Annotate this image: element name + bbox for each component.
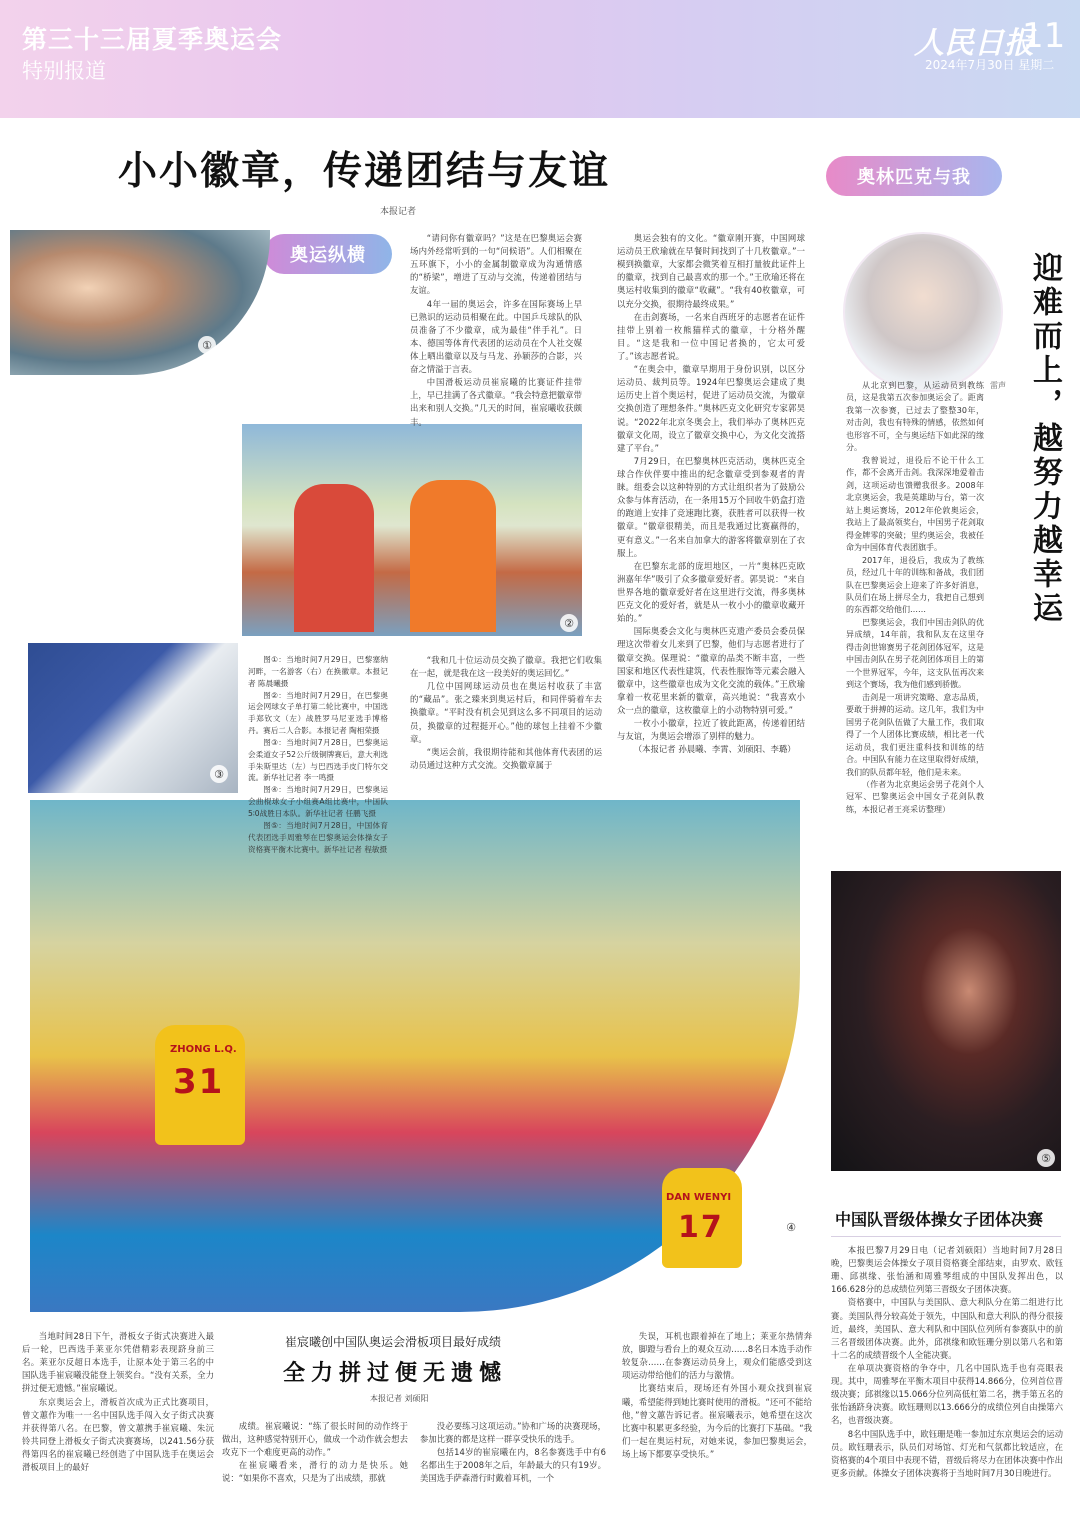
photo-number: ③: [210, 765, 228, 783]
section-subtitle: 特别报道: [22, 59, 106, 83]
paragraph: 4年一届的奥运会，许多在国际赛场上早已熟识的运动员相聚在此。中国乒乓球队的队员准备了不少徽章，成为最佳“伴手礼”。日本、德国等体育代表团的运动员在个人社交媒体上晒出徽章以及与马龙、孙颖莎的合影，兴奋之情溢于言表。: [410, 298, 582, 375]
photo-number: ④: [782, 1218, 800, 1236]
paragraph: 当地时间28日下午，滑板女子街式决赛进入最后一轮，巴西选手莱亚尔凭借精彩表现跻身前三名。莱亚尔反超日本选手，让原本处于第三名的中国队选手崔宸曦没能登上领奖台。“没有关系，全力拼过便无遗憾。”崔宸曦说。: [22, 1331, 214, 1394]
paragraph: 一枚小小徽章，拉近了彼此距离，传递着团结与友谊，为奥运会增添了别样的魅力。: [617, 718, 805, 742]
skateboard-article-lead: [22, 1330, 214, 1506]
player-figure: [410, 480, 496, 632]
photo-badge-exchange: [10, 230, 270, 375]
column-tag: 奥运纵横: [264, 234, 392, 274]
paragraph: 在巴黎东北部的庞坦地区，一片“奥林匹克欧洲嘉年华”吸引了众多徽章爱好者。郭昊说：“来自世界各地的徽章爱好者在这里进行交流，得多奥林匹克文化的爱好者，就是从一枚小小的徽章收藏开始的。”: [617, 560, 805, 624]
paragraph: 我曾说过，退役后不论干什么工作，都不会离开击剑。我深深地爱着击剑，这项运动也馈赠我很多。2008年北京奥运会，我是英雄助与台，第一次站上奥运赛场，2012年伦敦奥运会，我站上了最高领奖台，中国男子花剑取得金牌零的突破；里约奥运会，我被任命为中国体育代表团旗手。: [846, 455, 984, 553]
newspaper-logo: 人民日报: [914, 26, 1034, 61]
skateboard-column-2: [420, 1420, 606, 1506]
page-header: [0, 0, 1080, 118]
author-portrait: [843, 232, 1003, 392]
paragraph: “在奥会中，徽章早期用于身份识别，以区分运动员、裁判员等。1924年巴黎奥运会建成了奥运历史上首个奥运村，促进了运动员交流，为徽章交换创造了理想条件。”奥林匹克文化研究专家郭昊说。“2022年北京冬奥会上，我们举办了奥林匹克徽章文化周，设立了徽章交换中心，为文化交流搭建了平台。”: [617, 364, 805, 453]
side-column-text: [846, 380, 984, 858]
divider: [831, 1236, 1061, 1237]
paragraph: 在击剑赛场，一名来自西班牙的志愿者在证件挂带上别着一枚熊猫样式的徽章，十分格外醒目。“这是我和一位中国记者换的，它太可爱了。”该志愿者说。: [617, 311, 805, 361]
paragraph: 中国滑板运动员崔宸曦的比赛证件挂带上，早已挂满了各式徽章。“我会特意把徽章带出来和别人交换。”几天的时间，崔宸曦收获颇丰。: [410, 377, 582, 427]
photo-number: ⑤: [1037, 1149, 1055, 1167]
paragraph: 包括14岁的崔宸曦在内，8名参赛选手中有6名都出生于2008年之后，年龄最大的只有19岁。美国选手萨森滑行时戴着耳机，一个: [420, 1447, 606, 1484]
side-column-tag: 奥林匹克与我: [826, 156, 1002, 196]
skateboard-headline: 全力拼过便无遗憾: [283, 1360, 508, 1386]
paragraph: “请问你有徽章吗？”这是在巴黎奥运会赛场内外经常听到的一句“问候语”。人们相聚在五环旗下，小小的金属制徽章成为沟通情感的“桥梁”，增进了互动与交流，传递着团结与友谊。: [410, 233, 582, 296]
paragraph: 本报巴黎7月29日电（记者刘硕阳）当地时间7月28日晚，巴黎奥运会体操女子项目资格赛全部结束，由罗欢、欧钰珊、邱祺缘、张怡涵和周雅琴组成的中国队发挥出色，以166.628分的总成绩位列第三晋级女子团体决赛。: [831, 1245, 1063, 1295]
paragraph: 7月29日，在巴黎奥林匹克活动，奥林匹克全球合作伙伴要中推出的纪念徽章受到参观者的青睐。组委会以这种特别的方式让组织者为了鼓励公众参与体育活动，在一条用15万个回收牛奶盒打造的跑道上安排了竞速跑比赛，获胜者可以获得一枚徽章。“徽章很精美，而且是我通过比赛赢得的，更有意义。”一名来自加拿大的游客将徽章别在了衣服上。: [617, 455, 805, 558]
paragraph: 几位中国网球运动员也在奥运村收获了丰富的“藏品”。张之臻来到奥运村后，和同伴骑着车去换徽章。“平时没有机会见到这么多不同项目的运动员，换徽章的过程挺开心。”他的球包上挂着不少徽章。: [410, 681, 602, 744]
jersey-number: 17: [678, 1210, 724, 1245]
skateboard-kicker: 崔宸曦创中国队奥运会滑板项目最好成绩: [285, 1335, 502, 1349]
paragraph: 击剑是一项讲究策略、意志品质，要敢于拼搏的运动。这几年，我们为中国男子花剑队伍做了大量工作，我们取得了一个人团体比赛成绩，相比老一代运动员，我们更注重科技和训练的结合。中国队有能力在这里取得好成绩，我们的队员都年轻，他们是未来。: [846, 692, 984, 777]
photo-judo-athletes: [28, 643, 238, 793]
lead-byline: 本报记者: [380, 207, 417, 217]
gymnastics-headline: 中国队晋级体操女子团体决赛: [835, 1210, 1044, 1229]
caption: 图①：当地时间7月29日，巴黎塞纳河畔，一名游客（右）在换徽章。本报记者 陈晨曦摄: [248, 655, 388, 688]
page-number: 11: [1022, 16, 1066, 56]
caption: 图④：当地时间7月29日，巴黎奥运会曲棍球女子小组赛A组比赛中，中国队5∶0战胜日本队。新华社记者 任鹏飞摄: [248, 785, 388, 818]
side-headline: 迎难而上，越努力越幸运: [1027, 252, 1062, 626]
lead-column-1: [410, 232, 582, 427]
caption: 图⑤：当地时间7月28日，中国体育代表团选手周雅琴在巴黎奥运会体操女子资格赛平衡木比赛中。新华社记者 程敏摄: [248, 820, 388, 854]
paragraph: 奥运会独有的文化。“徽章刚开赛，中国网球运动员王欣瑜就在早餐时间找到了十几枚徽章。”一模到换徽章，大家都会微笑着互相打量彼此证件上的徽章，找到自己最喜欢的那一个。”王欣瑜还将在奥运村收集到的徽章“收藏”。“我有40枚徽章，可以充分交换，很期待最终成果。”: [617, 233, 805, 309]
gymnastics-article-text: [831, 1244, 1063, 1504]
paragraph: 巴黎奥运会，我们中国击剑队的优异成绩，14年前，我和队友在这里夺得击剑世锦赛男子花剑团体冠军，这是中国击剑队在男子花剑团体项目上的第一个世界冠军，今年，这支队伍再次来到这个赛场，我为他们感到骄傲。: [846, 617, 984, 690]
paragraph: 在崔宸曦看来，滑行的动力是快乐。她说：“如果你不喜欢，只是为了出成绩，那就: [222, 1460, 408, 1484]
jersey-number: 31: [173, 1062, 225, 1102]
jersey-name: ZHONG L.Q.: [170, 1044, 237, 1055]
paragraph: 从北京到巴黎，从运动员到教练员，这是我第五次参加奥运会了。距离我第一次参赛，已过去了整整30年，对击剑，我也有特殊的情感，依然如何也形容不可，全与奥运结下如此深的缘分。: [846, 381, 984, 453]
paragraph: “奥运会前，我很期待能和其他体育代表团的运动员通过这种方式交流。交换徽章属于: [410, 746, 602, 770]
paragraph: 8名中国队选手中，欧钰珊是唯一参加过东京奥运会的运动员。欧钰珊表示，队员们对场馆、灯光和气氛都比较适应，在资格赛的4个项目中表现不错，晋级后将尽力在团体决赛中作出更多贡献。体操女子团体决赛将于当地时间7月30日晚进行。: [831, 1428, 1063, 1478]
issue-date: 2024年7月30日 星期二: [925, 58, 1055, 72]
paragraph: 资格赛中，中国队与美国队、意大利队分在第二组进行比赛。美国队得分较高处于领先，中国队和意大利队的得分很接近，最终，美国队、意大利队和中国队位列所有参赛队中的前三名晋级团体决赛。此外，邱祺缘和欧钰珊分别以第八名和第十二名的成绩晋级个人全能决赛。: [831, 1297, 1063, 1360]
lead-column-3: [410, 654, 602, 770]
photo-number: ①: [198, 336, 216, 354]
paragraph: “我和几十位运动员交换了徽章。我把它们收集在一起，就是我在这一段美好的奥运回忆。”: [410, 655, 602, 679]
paragraph: 没必要练习这项运动。”协和广场的决赛现场，参加比赛的都是这样一群享受快乐的选手。: [420, 1421, 606, 1445]
photo-hockey-celebration: [30, 800, 800, 1312]
caption: 图③：当地时间7月28日，巴黎奥运会柔道女子52公斤级铜牌赛后，意大利选手朱斯里达（左）与巴西选手皮门特尔交流。新华社记者 李一鸣摄: [248, 737, 388, 783]
caption: 图②：当地时间7月29日，在巴黎奥运会网球女子单打第二轮比赛中，中国选手郑钦文（左）战胜罗马尼亚选手博格丹。赛后二人合影。本报记者 陶相荣摄: [248, 690, 388, 736]
photo-tennis-players: [242, 424, 582, 636]
paragraph: 成绩。崔宸曦说：“练了很长时间的动作终于做出，这种感觉特别开心，做成一个动作就会想去攻克下一个难度更高的动作。”: [222, 1421, 408, 1458]
credit: （本报记者 孙晨曦、李霄、刘硕阳、李璐）: [633, 744, 796, 755]
paragraph: （作者为北京奥运会男子花剑个人冠军、巴黎奥运会中国女子花剑队教练，本报记者王亮采访整理）: [846, 780, 984, 814]
paragraph: 东京奥运会上，滑板首次成为正式比赛项目，曾文蕙作为唯一一名中国队选手闯入女子街式决赛并获得第八名。在巴黎，曾文蕙携手崔宸曦、朱沅铃共同登上滑板女子街式决赛赛场，以241.56分获得第四名的崔宸曦已经创造了中国队选手在奥运会滑板项目上的最好: [22, 1396, 214, 1473]
lead-headline: 小小徽章，传递团结与友谊: [118, 148, 611, 194]
skateboard-column-1: [222, 1420, 408, 1506]
skateboard-column-3: [622, 1330, 812, 1506]
lead-column-2: [617, 232, 805, 755]
paragraph: 比赛结束后，现场还有外国小观众找到崔宸曦，希望能得到她比赛时使用的滑板。“还可不能给他，”曾文蕙告诉记者。崔宸曦表示，她希望在这次比赛中积累更多经验，为今后的比赛打下基础。“我们一起在奥运村玩，对她来说，参加巴黎奥运会，场上场下都要享受快乐。”: [622, 1383, 812, 1459]
skateboard-byline: 本报记者 刘硕阳: [370, 1394, 429, 1403]
jersey-name: DAN WENYI: [666, 1192, 732, 1203]
section-title: 第三十三届夏季奥运会: [22, 25, 283, 54]
paragraph: 失误，耳机也跟着掉在了地上；莱亚尔热情奔放，脚蹬与看台上的观众互动……8名日本选手动作较复杂……在参赛运动员身上，观众们能感受到这项运动带给他们的活力与激情。: [622, 1331, 812, 1381]
photo-captions: [248, 654, 388, 954]
player-figure: [294, 484, 374, 632]
paragraph: 2017年，退役后，我成为了教练员，经过几十年的训练和备战，我们团队在巴黎奥运会上迎来了许多好消息，队员们在场上拼尽全力，我把自己想到的东西都交给他们……: [846, 555, 984, 615]
side-author: 雷声: [990, 381, 1006, 390]
photo-number: ②: [560, 614, 578, 632]
photo-gymnast: [831, 871, 1061, 1171]
paragraph: 在单项决赛资格的争夺中，几名中国队选手也有亮眼表现。其中，周雅琴在平衡木项目中获得14.866分，位列首位晋级决赛；邱祺缘以15.066分位列高低杠第二名，携手第五名的张怡涵跻身决赛。欧钰珊则以13.666分的成绩位列自由操第六名，也晋级决赛。: [831, 1362, 1063, 1426]
paragraph: 国际奥委会文化与奥林匹克遗产委员会委员保理这次带着女儿来到了巴黎，他们与志愿者进行了徽章交换。保理说：“徽章的品类不断丰富，一些国家和地区代表性建筑，代表性服饰等元素会融入徽章中，这些徽章也成为文化交流的载体。”王欣瑜拿着一枚花里来新的徽章，高兴地说：“我喜欢小众一点的徽章，这枚徽章上的小动物特别可爱。”: [617, 626, 805, 715]
